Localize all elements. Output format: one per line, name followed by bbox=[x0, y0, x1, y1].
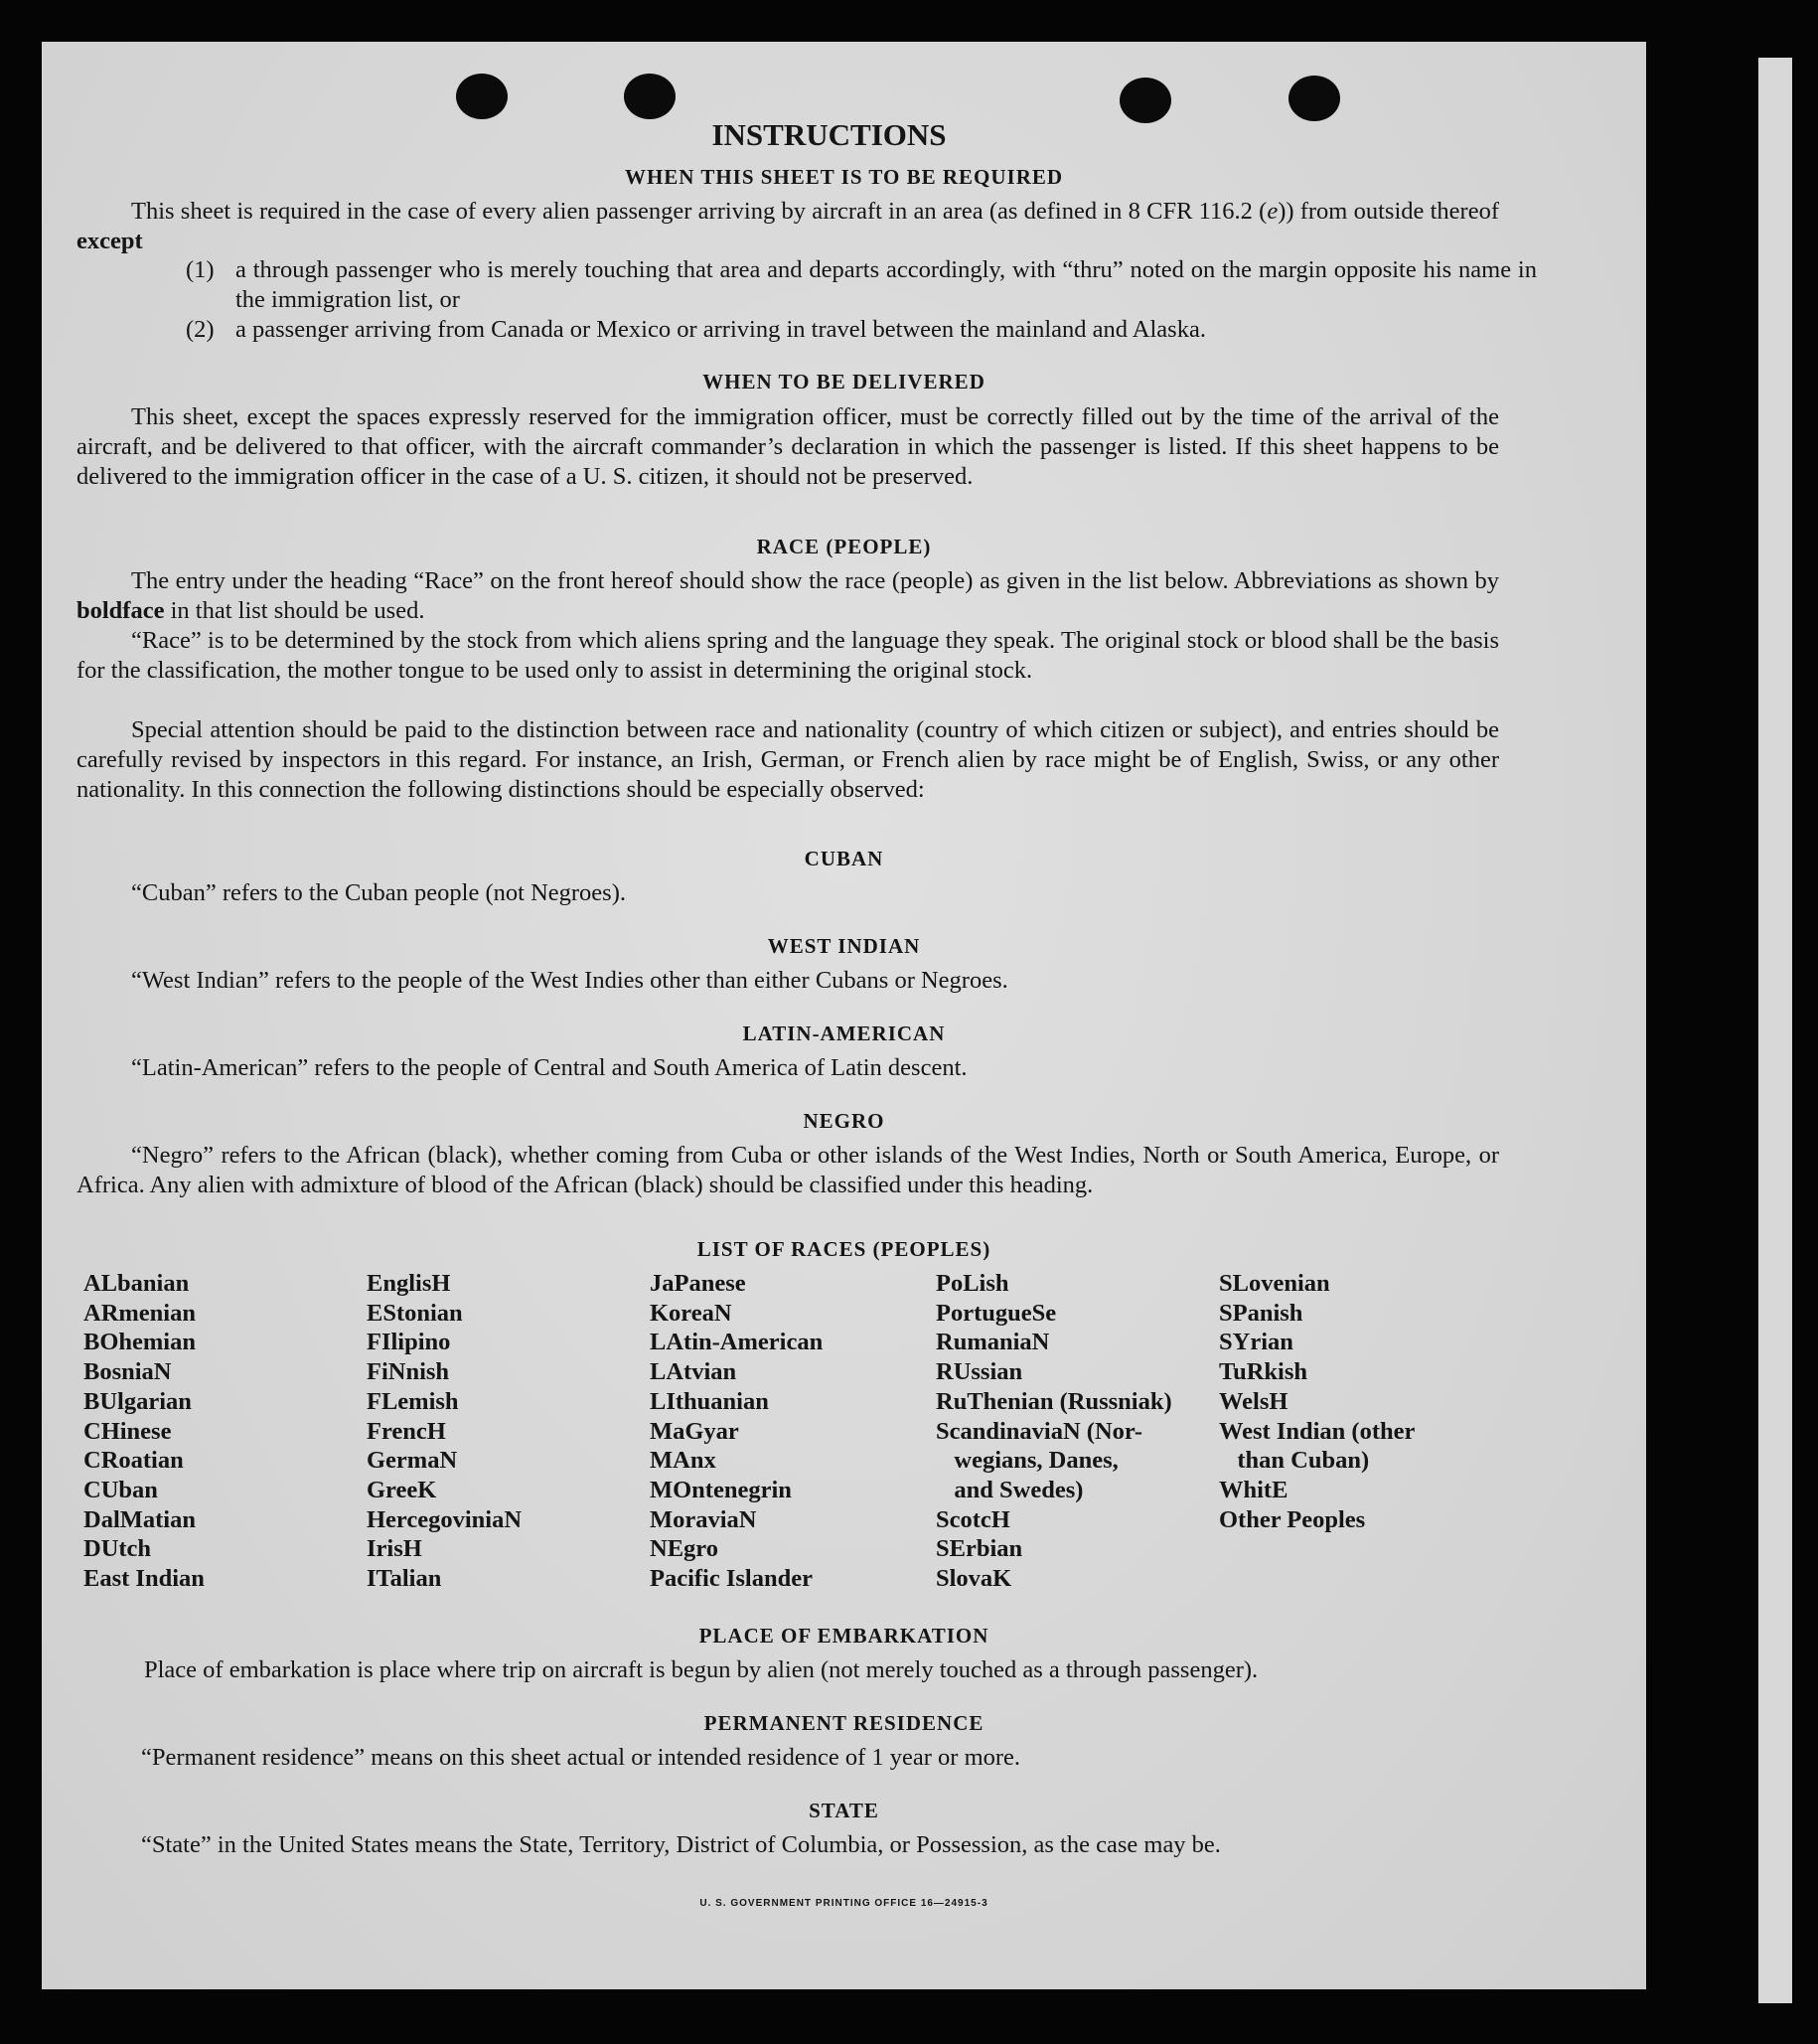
race-entry: SLovenian bbox=[1219, 1270, 1330, 1297]
printer-imprint: U. S. GOVERNMENT PRINTING OFFICE 16—24915-3 bbox=[699, 1898, 988, 1909]
race-entry: IrisH bbox=[367, 1535, 422, 1563]
race-entry: KoreaN bbox=[650, 1299, 732, 1327]
state-text: “State” in the United States means the State, Territory, District of Columbia, or Possession, as the case may be. bbox=[141, 1831, 1221, 1858]
race-entry: ITalian bbox=[367, 1565, 442, 1593]
race-entry: MOntenegrin bbox=[650, 1476, 792, 1503]
race-entry: FLemish bbox=[367, 1387, 459, 1415]
race-entry: GermaN bbox=[367, 1447, 458, 1475]
cuban-text: “Cuban” refers to the Cuban people (not Negroes). bbox=[131, 879, 626, 906]
race-entry: PortugueSe bbox=[936, 1299, 1057, 1327]
race-entry: FiNnish bbox=[367, 1358, 450, 1386]
race-entry: BUlgarian bbox=[83, 1387, 192, 1415]
embarkation-text: Place of embarkation is place where trip on aircraft is begun by alien (not merely touched as a through passenger). bbox=[144, 1656, 1259, 1683]
race-entry: Pacific Islander bbox=[650, 1565, 813, 1593]
delivered-text: This sheet, except the spaces expressly reserved for the immigration officer, must be correctly filled out by the time of the arrival of the aircraft, and be delivered to that officer, with the aircraft commander’s declaration in which the passenger is listed. If this sheet happens to be delivered to the immigration officer in the case of a U. S. citizen, it should not be preserved. bbox=[76, 403, 1499, 490]
race-entry: HercegoviniaN bbox=[367, 1505, 523, 1533]
west-indian-text: “West Indian” refers to the people of the West Indies other than either Cubans or Negroes. bbox=[131, 967, 1008, 994]
race-entry: EStonian bbox=[367, 1299, 463, 1327]
race-entry: CHinese bbox=[83, 1417, 172, 1445]
race-entry: ScandinaviaN (Nor- bbox=[936, 1417, 1143, 1445]
race-entry: FrencH bbox=[367, 1417, 446, 1445]
section-heading-cuban: CUBAN bbox=[804, 847, 884, 870]
race-entry: SErbian bbox=[936, 1535, 1023, 1563]
race-entry: MaGyar bbox=[650, 1417, 739, 1445]
race-entry: BosniaN bbox=[83, 1358, 172, 1386]
race-entry: SlovaK bbox=[936, 1565, 1012, 1593]
latin-american-text: “Latin-American” refers to the people of Central and South America of Latin descent. bbox=[131, 1054, 968, 1081]
section-heading-race: RACE (PEOPLE) bbox=[756, 535, 932, 558]
section-heading-residence: PERMANENT RESIDENCE bbox=[703, 1711, 985, 1735]
race-entry: FIlipino bbox=[367, 1329, 451, 1356]
section-heading-state: STATE bbox=[809, 1799, 879, 1822]
race-entry: Other Peoples bbox=[1219, 1505, 1366, 1533]
races-column bbox=[1219, 1269, 1415, 1534]
required-intro: This sheet is required in the case of every alien passenger arriving by aircraft in an area (as defined in 8 CFR 116.2 (e)) from outside thereof except bbox=[76, 198, 1499, 254]
race-entry: SPanish bbox=[1219, 1299, 1303, 1327]
section-heading-negro: NEGRO bbox=[803, 1109, 885, 1133]
race-entry: CUban bbox=[83, 1476, 158, 1503]
race-paragraph-1: The entry under the heading “Race” on the front hereof should show the race (people) as given in the list below. Abbreviations as shown by boldface in that list should be used. bbox=[76, 567, 1499, 624]
race-entry: ALbanian bbox=[83, 1270, 190, 1297]
race-entry: GreeK bbox=[367, 1476, 437, 1503]
race-entry: JaPanese bbox=[650, 1270, 746, 1297]
races-column bbox=[936, 1269, 1172, 1594]
races-column bbox=[367, 1269, 522, 1594]
race-entry: than Cuban) bbox=[1219, 1447, 1370, 1475]
race-entry: RumaniaN bbox=[936, 1329, 1050, 1356]
race-entry: CRoatian bbox=[83, 1447, 184, 1475]
race-entry: WelsH bbox=[1219, 1387, 1288, 1415]
race-entry: LAtvian bbox=[650, 1358, 737, 1386]
section-heading-latin-american: LATIN-AMERICAN bbox=[742, 1022, 946, 1045]
race-entry: WhitE bbox=[1219, 1476, 1288, 1503]
race-entry: MAnx bbox=[650, 1447, 716, 1475]
page-title: INSTRUCTIONS bbox=[711, 117, 947, 152]
section-heading-embarkation: PLACE OF EMBARKATION bbox=[698, 1624, 989, 1648]
race-entry: DUtch bbox=[83, 1535, 152, 1563]
race-entry: ARmenian bbox=[83, 1299, 196, 1327]
race-entry: TuRkish bbox=[1219, 1358, 1308, 1386]
race-paragraph-2: “Race” is to be determined by the stock from which aliens spring and the language they speak. The original stock or blood shall be the basis for the classification, the mother tongue to be used only to assist in determining the original stock. bbox=[76, 627, 1499, 684]
race-entry: NEgro bbox=[650, 1535, 718, 1563]
race-entry: RUssian bbox=[936, 1358, 1023, 1386]
race-entry: MoraviaN bbox=[650, 1505, 757, 1533]
race-entry: West Indian (other bbox=[1219, 1417, 1416, 1445]
section-heading-required: WHEN THIS SHEET IS TO BE REQUIRED bbox=[624, 165, 1064, 189]
race-entry: SYrian bbox=[1219, 1329, 1293, 1356]
race-entry: EnglisH bbox=[367, 1270, 451, 1297]
section-heading-delivered: WHEN TO BE DELIVERED bbox=[702, 370, 985, 393]
punch-hole bbox=[624, 74, 676, 119]
races-column bbox=[83, 1269, 205, 1594]
race-entry: LAtin-American bbox=[650, 1329, 824, 1356]
race-entry: DalMatian bbox=[83, 1505, 196, 1533]
race-entry: LIthuanian bbox=[650, 1387, 769, 1415]
section-heading-west-indian: WEST INDIAN bbox=[767, 934, 921, 958]
race-entry: East Indian bbox=[83, 1565, 205, 1593]
race-entry: wegians, Danes, bbox=[936, 1447, 1119, 1475]
race-entry: BOhemian bbox=[83, 1329, 196, 1356]
race-entry: and Swedes) bbox=[936, 1476, 1084, 1503]
race-paragraph-3: Special attention should be paid to the distinction between race and nationality (country of which citizen or subject), and entries should be carefully revised by inspectors in this regard. For instance, an Irish, German, or French alien by race might be of English, Swiss, or any other nationality. In this connection the following distinctions should be especially observed: bbox=[76, 716, 1499, 803]
punch-hole bbox=[1288, 76, 1340, 121]
document-page: INSTRUCTIONS WHEN THIS SHEET IS TO BE REQUIRED This sheet is required in the case of every alien passenger arriving by aircraft in an area (as defined in 8 CFR 116.2 (e)) from outside thereof except (1) a through passenger who is merely touching that area and departs accordingly, with “thru” noted on the margin opposite his name in the immigration list, or (2) a passenger arriving from Canada or Mexico or arriving in travel between the mainland and Alaska. WHEN TO BE DELIVERED This sheet, except the spaces expressly reserved for the immigration officer, must be correctly filled out by the time of the arrival of the aircraft, and be delivered to that officer, with the aircraft commander’s declaration in which the passenger is listed. If this sheet happens to be delivered to the immigration officer in the case of a U. S. citizen, it should not be preserved. RACE (PEOPLE) The entry under the heading “Race” on the front hereof should show the race (people) as given in the list below. Abbreviations as shown by boldface in that list should be used. “Race” is to be determined by the stock from which aliens spring and the language they speak. The original stock or blood shall be the basis for the classification, the mother tongue to be used only to assist in determining the original stock. Special attention should be paid to the distinction between race and nationality (country of which citizen or subject), and entries should be carefully revised by inspectors in this regard. For instance, an Irish, German, or French alien by race might be of English, Swiss, or any other nationality. In this connection the following distinctions should be especially observed: CUBAN “Cuban” refers to the Cuban people (not Negroes). WEST INDIAN “West Indian” refers to the people of the West Indies other than either Cubans or Negroes. LATIN-AMERICAN “Latin-American” refers to the people of Central and South America of Latin descent. NEGRO “Negro” refers to the African (black), whether coming from Cuba or other islands of the West Indies, North or South America, Europe, or Africa. Any alien with admixture of blood of the African (black) should be classified under this heading. LIST OF RACES (PEOPLES) ALbanian ARmenian BOhemian BosniaN BUlgarian CHinese CRoatian CUban DalMatian DUtch East Indian EnglisH EStonian FIlipino FiNnish FLemish FrencH GermaN GreeK HercegoviniaN IrisH ITalian JaPanese KoreaN LAtin-American LAtvian LIthuanian MaGyar MAnx MOntenegrin MoraviaN NEgro Pacific Islander PoLish PortugueSe RumaniaN RUssian RuThenian (Russniak) ScandinaviaN (Nor- wegians, Danes, and Swedes) ScotcH SErbian SlovaK SLovenian SPanish SYrian TuRkish WelsH West Indian (other than Cuban) WhitE Other Peoples PLACE OF EMBARKATION Place of embarkation is place where trip on aircraft is begun by alien (not merely touched as a through passenger). PERMANENT RESIDENCE “Permanent residence” means on this sheet actual or intended residence of 1 year or more. STATE “State” in the United States means the State, Territory, District of Columbia, or Possession, as the case may be. U. S. GOVERNMENT PRINTING OFFICE 16—24915-3 bbox=[42, 42, 1646, 1989]
race-entry: RuThenian (Russniak) bbox=[936, 1387, 1172, 1415]
race-entry: ScotcH bbox=[936, 1505, 1010, 1533]
adjacent-page-edge bbox=[1758, 58, 1792, 2003]
residence-text: “Permanent residence” means on this sheet actual or intended residence of 1 year or more. bbox=[141, 1744, 1021, 1771]
section-heading-list: LIST OF RACES (PEOPLES) bbox=[696, 1237, 991, 1261]
punch-hole bbox=[456, 74, 508, 119]
race-entry: PoLish bbox=[936, 1270, 1009, 1297]
races-column bbox=[650, 1269, 823, 1594]
negro-text: “Negro” refers to the African (black), whether coming from Cuba or other islands of the West Indies, North or South America, Europe, or Africa. Any alien with admixture of blood of the African (black) should be classified under this heading. bbox=[76, 1142, 1499, 1198]
